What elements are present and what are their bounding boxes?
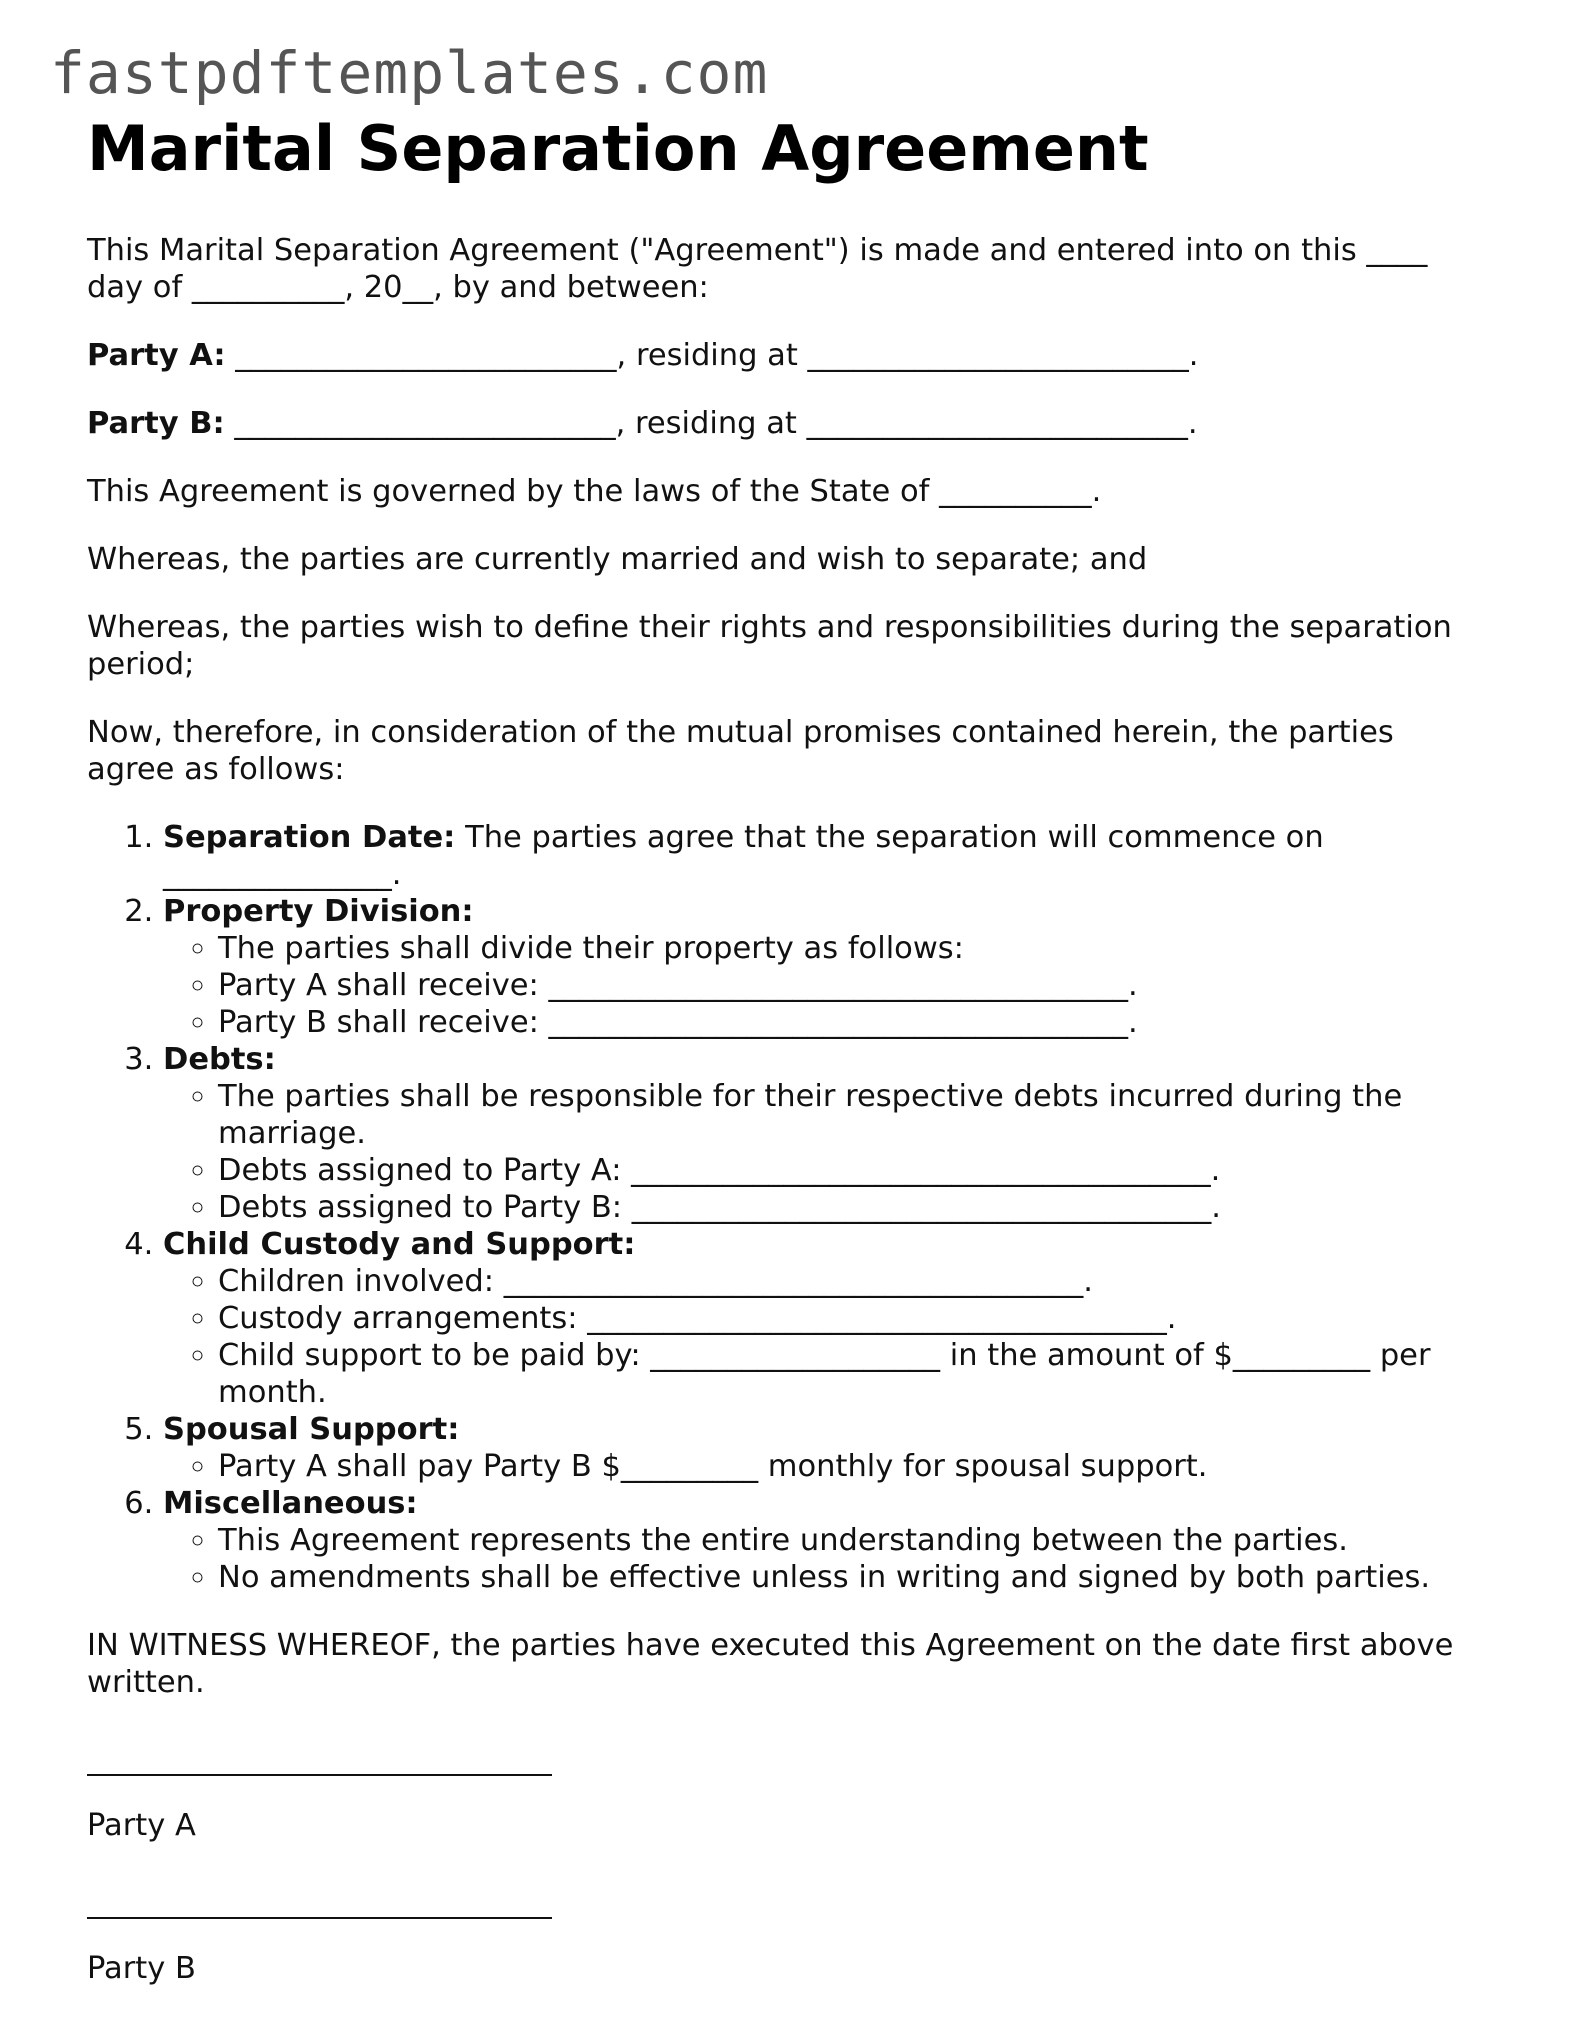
document-body	[87, 112, 1487, 1987]
signature-line-party-b	[87, 1917, 552, 1919]
list-item: ◦ Children involved: ______________________________________.	[218, 1263, 1487, 1300]
sub-list	[163, 1263, 1487, 1411]
now-therefore: Now, therefore, in consideration of the mutual promises contained herein, the parties agree as follows:	[87, 715, 1394, 787]
whereas-2: Whereas, the parties wish to define their rights and responsibilities during the separation period;	[87, 610, 1452, 682]
governing-law: This Agreement is governed by the laws of the State of __________.	[87, 474, 1102, 509]
section-heading: Child Custody and Support:	[163, 1227, 636, 1262]
party-b-label: Party B:	[87, 406, 225, 441]
agreement-sections	[87, 819, 1487, 1596]
list-item: ◦ No amendments shall be effective unless in writing and signed by both parties.	[218, 1559, 1487, 1596]
section-heading: Separation Date:	[163, 820, 456, 855]
section-child-custody	[163, 1226, 1487, 1411]
list-item: ◦ Party B shall receive: ______________________________________.	[218, 1004, 1487, 1041]
party-a-label: Party A:	[87, 338, 226, 373]
sub-list	[163, 930, 1487, 1041]
sub-list	[163, 1522, 1487, 1596]
list-item: ◦ The parties shall divide their property as follows:	[218, 930, 1487, 967]
list-item: ◦ This Agreement represents the entire understanding between the parties.	[218, 1522, 1487, 1559]
party-b-line	[87, 405, 1487, 442]
section-debts	[163, 1041, 1487, 1226]
watermark: fastpdftemplates.com	[50, 39, 769, 107]
sub-list	[163, 1078, 1487, 1226]
list-item: ◦ Custody arrangements: ______________________________________.	[218, 1300, 1487, 1337]
signature-label-party-b: Party B	[87, 1951, 196, 1986]
section-spousal-support	[163, 1411, 1487, 1485]
section-heading: Miscellaneous:	[163, 1486, 418, 1521]
section-heading: Spousal Support:	[163, 1412, 460, 1447]
intro-paragraph: This Marital Separation Agreement ("Agreement") is made and entered into on this ____ day of __________, 20__, by and between:	[87, 233, 1428, 305]
section-heading: Debts:	[163, 1042, 276, 1077]
section-miscellaneous	[163, 1485, 1487, 1596]
section-separation-date	[163, 819, 1487, 893]
section-text: The parties agree that the separation will commence on _______________.	[163, 820, 1324, 892]
party-a-text: _________________________, residing at _________________________.	[225, 338, 1199, 373]
party-b-text: _________________________, residing at _________________________.	[224, 406, 1198, 441]
party-a-line	[87, 337, 1487, 374]
document-title: Marital Separation Agreement	[87, 112, 1149, 185]
section-property-division	[163, 893, 1487, 1041]
list-item: ◦ Debts assigned to Party A: ______________________________________.	[218, 1152, 1487, 1189]
list-item: ◦ The parties shall be responsible for their respective debts incurred during the marriage.	[218, 1078, 1487, 1152]
signature-line-party-a	[87, 1774, 552, 1776]
sub-list	[163, 1448, 1487, 1485]
witness-paragraph: IN WITNESS WHEREOF, the parties have executed this Agreement on the date first above written.	[87, 1628, 1454, 1700]
list-item: ◦ Party A shall pay Party B $_________ monthly for spousal support.	[218, 1448, 1487, 1485]
list-item: ◦ Party A shall receive: ______________________________________.	[218, 967, 1487, 1004]
section-heading: Property Division:	[163, 894, 474, 929]
signature-label-party-a: Party A	[87, 1808, 196, 1843]
list-item: ◦ Debts assigned to Party B: ______________________________________.	[218, 1189, 1487, 1226]
list-item: ◦ Child support to be paid by: ___________________ in the amount of $_________ per month.	[218, 1337, 1487, 1411]
whereas-1: Whereas, the parties are currently married and wish to separate; and	[87, 542, 1148, 577]
